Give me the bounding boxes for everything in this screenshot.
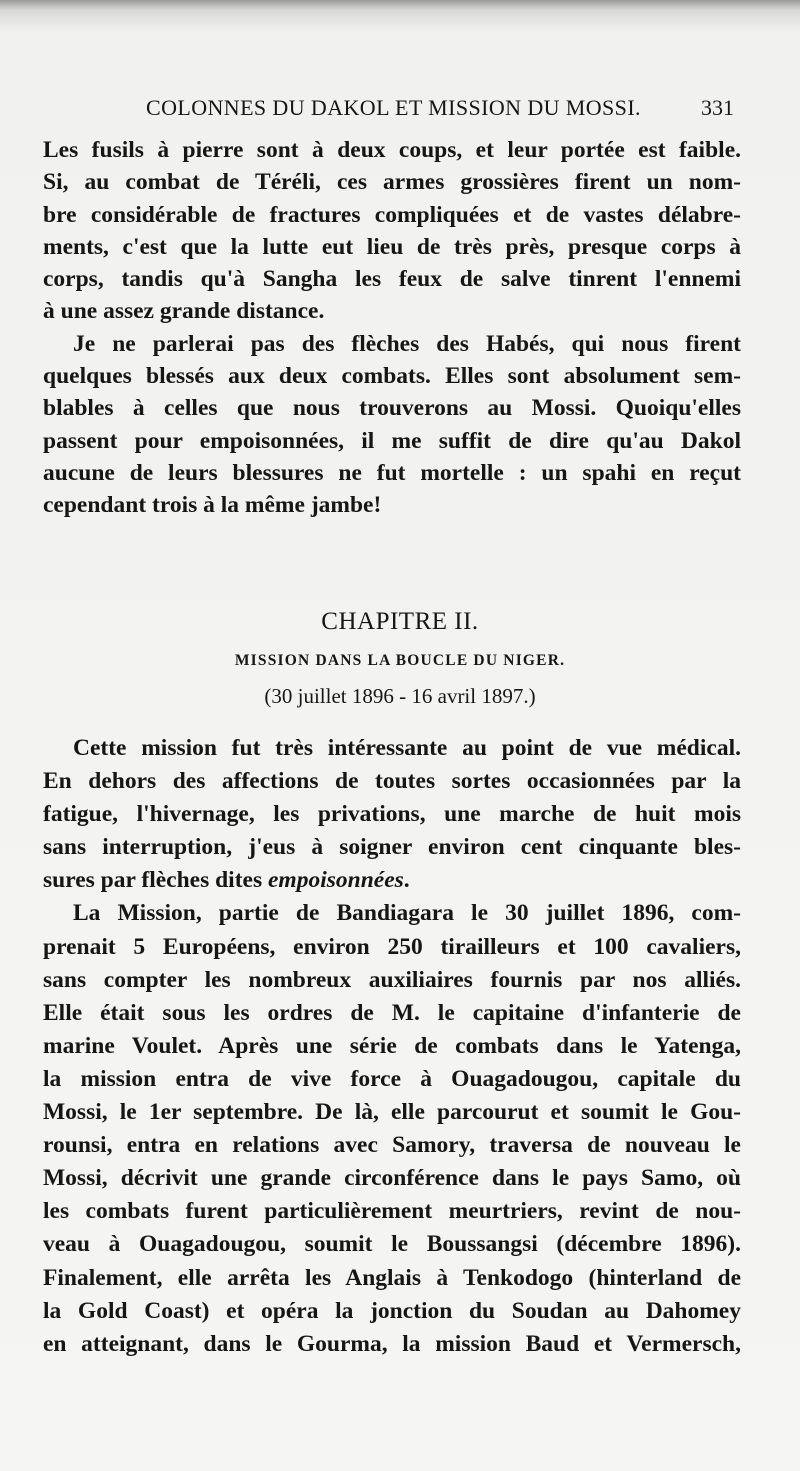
- text-line: corps, tandis qu'à Sangha les feux de salve tinrent l'ennemi: [43, 266, 741, 293]
- text-line: prenait 5 Européens, environ 250 tirailleurs et 100 cavaliers,: [43, 933, 741, 960]
- paragraph-fusils: [43, 134, 741, 328]
- text-line: sans compter les nombreux auxiliaires fournis par nos alliés.: [43, 966, 741, 993]
- text-line: ments, c'est que la lutte eut lieu de très près, presque corps à: [43, 233, 741, 260]
- text-line: sans interruption, j'eus à soigner environ cent cinquante bles-: [43, 834, 741, 861]
- text-line: Mossi, le 1er septembre. De là, elle parcourut et soumit le Gou-: [43, 1099, 741, 1126]
- text-fragment: .: [403, 867, 410, 894]
- text-line: Les fusils à pierre sont à deux coups, et leur portée est faible.: [43, 137, 741, 163]
- text-line: veau à Ouagadougou, soumit le Boussangsi (décembre 1896).: [43, 1231, 741, 1258]
- text-line: bre considérable de fractures compliquées et de vastes délabre-: [43, 201, 741, 228]
- text-line: [43, 864, 741, 897]
- text-line: blables à celles que nous trouverons au Mossi. Quoiqu'elles: [43, 395, 741, 422]
- text-line: Finalement, elle arrêta les Anglais à Tenkodogo (hinterland de: [43, 1264, 741, 1291]
- text-line: rounsi, entra en relations avec Samory, traversa de nouveau le: [43, 1132, 741, 1159]
- text-fragment: sures par flèches dites: [43, 867, 268, 894]
- italic-term: empoisonnées: [267, 867, 404, 894]
- text-line: en atteignant, dans le Gourma, la mission Baud et Vermersch,: [43, 1330, 741, 1357]
- text-line: Si, au combat de Téréli, ces armes grossières firent un nom-: [43, 169, 741, 196]
- text-block-lower: [43, 732, 741, 1361]
- paragraph-mission-route: [43, 897, 741, 1360]
- page-number: 331: [701, 95, 734, 120]
- chapter-title: CHAPITRE II.: [321, 608, 479, 635]
- text-line: cependant trois à la même jambe!: [43, 492, 382, 519]
- page-header: [76, 93, 742, 123]
- text-line: les combats furent particulièrement meurtriers, revint de nou-: [43, 1198, 741, 1225]
- text-block-upper: [43, 134, 741, 522]
- text-line: la Gold Coast) et opéra la jonction du Soudan au Dahomey: [43, 1297, 741, 1324]
- text-line: passent pour empoisonnées, il me suffit de dire qu'au Dakol: [43, 427, 741, 454]
- text-line: quelques blessés aux deux combats. Elles sont absolument sem-: [43, 363, 741, 390]
- chapter-subtitle: MISSION DANS LA BOUCLE DU NIGER.: [234, 652, 566, 669]
- text-line: La Mission, partie de Bandiagara le 30 juillet 1896, com-: [73, 900, 741, 927]
- paragraph-mission-medical: [43, 732, 741, 897]
- text-line: Je ne parlerai pas des flèches des Habés, qui nous firent: [73, 330, 741, 357]
- text-line: Cette mission fut très intéressante au point de vue médical.: [73, 735, 741, 761]
- running-title: COLONNES DU DAKOL ET MISSION DU MOSSI.: [146, 95, 641, 120]
- text-line: Mossi, décrivit une grande circonférence dans le pays Samo, où: [43, 1165, 741, 1192]
- text-line: à une assez grande distance.: [43, 298, 325, 325]
- text-line: aucune de leurs blessures ne fut mortelle : un spahi en reçut: [43, 459, 741, 486]
- chapter-dates: (30 juillet 1896 - 16 avril 1897.): [264, 684, 536, 708]
- text-line: la mission entra de vive force à Ouagadougou, capitale du: [43, 1065, 741, 1092]
- text-line: marine Voulet. Après une série de combats dans le Yatenga,: [43, 1032, 741, 1059]
- paragraph-fleches: [43, 328, 741, 522]
- text-line: fatigue, l'hivernage, les privations, une marche de huit mois: [43, 801, 741, 828]
- text-line: En dehors des affections de toutes sortes occasionnées par la: [43, 768, 741, 795]
- text-line: Elle était sous les ordres de M. le capitaine d'infanterie de: [43, 999, 741, 1026]
